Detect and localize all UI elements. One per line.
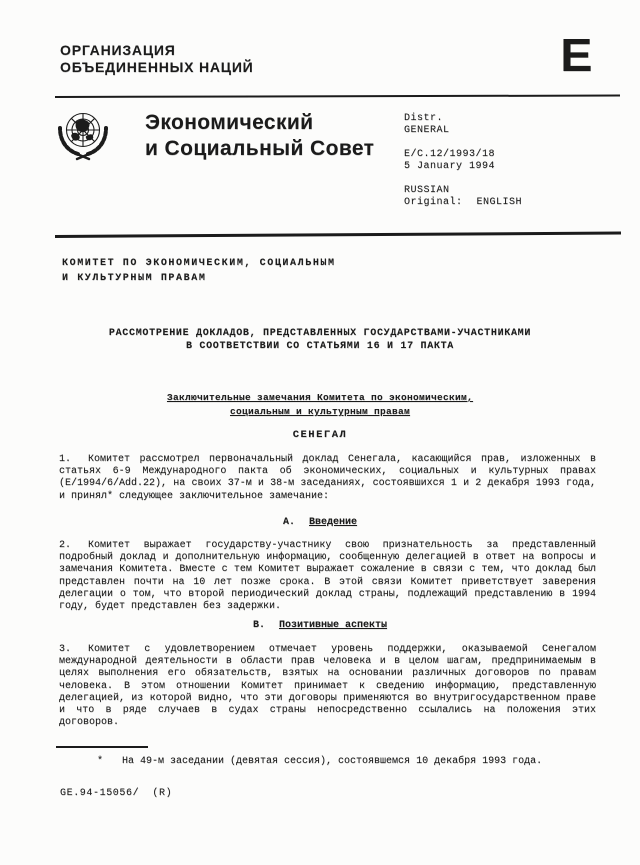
- paragraph-2-number: 2.: [59, 540, 72, 551]
- committee-name: [62, 256, 336, 286]
- org-name-line2: ОБЪЕДИНЕННЫХ НАЦИЙ: [60, 59, 254, 75]
- footnote-text: На 49-м заседании (девятая сессия), состоявшемся 10 декабря 1993 года.: [122, 756, 543, 767]
- council-title-line1: Экономический: [145, 111, 314, 134]
- doc-symbol: E/C.12/1993/18: [404, 149, 496, 160]
- footnote-divider: [56, 746, 148, 748]
- doc-date: 5 January 1994: [404, 161, 496, 172]
- distr-label: Distr.: [404, 113, 444, 124]
- section-a-title: Введение: [309, 517, 358, 528]
- section-b-heading: [0, 620, 640, 631]
- header-divider: [55, 95, 620, 98]
- paragraph-3-number: 3.: [59, 644, 72, 655]
- footnote: [97, 756, 597, 768]
- committee-name-line2: И КУЛЬТУРНЫМ ПРАВАМ: [62, 273, 207, 284]
- section-b-title: Позитивные аспекты: [278, 620, 388, 631]
- org-name-line1: ОРГАНИЗАЦИЯ: [60, 42, 176, 58]
- original-language-row: [404, 197, 522, 209]
- distribution-block: [404, 113, 522, 209]
- document-subtitle: [0, 391, 640, 419]
- committee-name-line1: КОМИТЕТ ПО ЭКОНОМИЧЕСКИМ, СОЦИАЛЬНЫМ: [62, 258, 336, 269]
- doc-language: RUSSIAN: [404, 185, 450, 196]
- section-b-letter: B.: [252, 620, 265, 631]
- document-code: GE.94-15056/ (R): [60, 788, 173, 799]
- section-a-letter: A.: [282, 517, 295, 528]
- masthead-divider: [55, 232, 621, 238]
- section-a-heading: [0, 517, 640, 528]
- document-subtitle-line1: Заключительные замечания Комитета по экономическим,: [166, 392, 474, 403]
- paragraph-1-number: 1.: [59, 454, 72, 465]
- original-label: Original:: [404, 197, 463, 208]
- paragraph-3-text: Комитет с удовлетворением отмечает уровень поддержки, оказываемой Сенегалом международной деятельности в области прав человека и в целом шагам, предпринимаемым в целях выполнения его обязательств, взятых на основании различных договоров по правам человека. В этом отношении Комитет принимает к сведению информацию, представленную делегацией, из которой видно, что эти договоры применяются во внутригосударственном праве и что в ряде случаев в судах страны непосредственно ссылались на положения этих договоров.: [59, 644, 596, 729]
- document-title: [0, 327, 640, 353]
- meta-spacer: [404, 173, 522, 185]
- council-title: [145, 110, 374, 162]
- meta-spacer: [404, 137, 522, 149]
- document-title-line1: РАССМОТРЕНИЕ ДОКЛАДОВ, ПРЕДСТАВЛЕННЫХ ГОСУДАРСТВАМИ-УЧАСТНИКАМИ: [108, 328, 532, 339]
- un-emblem-icon: [50, 102, 116, 170]
- paragraph-3: [59, 644, 596, 729]
- distr-value: GENERAL: [404, 125, 450, 136]
- footnote-marker: *: [97, 756, 104, 767]
- document-subtitle-line2: социальным и культурным правам: [229, 406, 411, 417]
- council-title-line2: и Социальный Совет: [145, 137, 375, 160]
- country-heading: СЕНЕГАЛ: [292, 429, 348, 441]
- paragraph-1-text: Комитет рассмотрел первоначальный доклад Сенегала, касающийся прав, изложенных в статьях 6-9 Международного пакта об экономических, социальных и культурных правах (E/1994/6/Add.22), на своих 37-м и 38-м заседаниях, состоявшихся 1 и 2 декабря 1993 года, и принял* следующее заключительное замечание:: [59, 454, 596, 502]
- paragraph-2-text: Комитет выражает государству-участнику свою признательность за представленный подробный доклад и дополнительную информацию, сообщенную делегацией в ответ на вопросы и замечания Комитета. Вместе с тем Комитет выражает сожаление в связи с тем, что доклад был представлен почти на 10 лет позже срока. В этой связи Комитет приветствует заверения делегации о том, что второй периодический доклад страны, подлежащий представлению в 1994 году, будет представлен без задержки.: [59, 540, 596, 613]
- paragraph-1: [59, 454, 596, 503]
- original-language: ENGLISH: [476, 197, 523, 208]
- paragraph-2: [59, 540, 596, 613]
- document-title-line2: В СООТВЕТСТВИИ СО СТАТЬЯМИ 16 И 17 ПАКТА: [185, 341, 455, 352]
- series-letter: E: [560, 29, 593, 81]
- org-name: [60, 42, 254, 76]
